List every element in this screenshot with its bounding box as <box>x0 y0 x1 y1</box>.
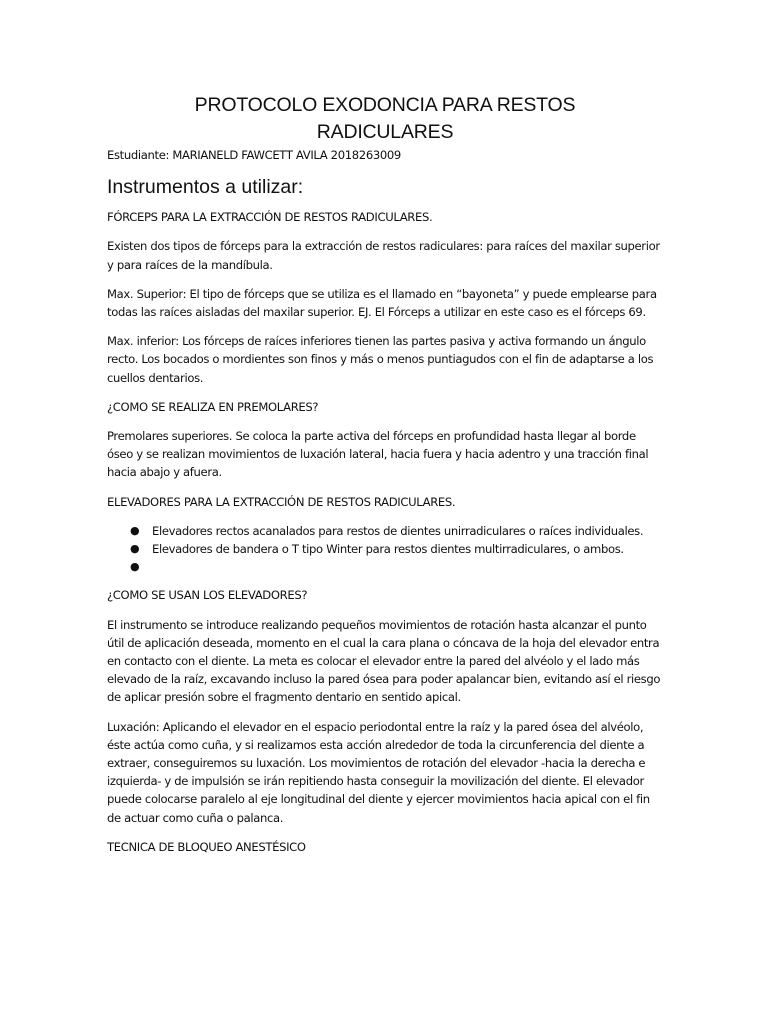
tecnica-heading: TECNICA DE BLOQUEO ANESTÉSICO <box>107 839 306 854</box>
bullet-icon: ● <box>130 523 140 537</box>
max-superior-paragraph: Max. Superior: El tipo de fórceps que se utiliza es el llamado en “bayoneta” y puede emplearse para todas las raíces aisladas del maxilar superior. EJ. El Fórceps a utilizar en este caso es el fórceps 69. <box>107 286 657 320</box>
document-title <box>107 92 663 146</box>
usan-paragraph: El instrumento se introduce realizando pequeños movimientos de rotación hasta alcanzar el punto útil de aplicación deseada, momento en el cual la cara plana o cóncava de la hoja del elevador entra en contacto con el diente. La meta es colocar el elevador entre la pared del alvéolo y el lado más elevado de la raíz, excavando incluso la pared ósea para poder apalancar bien, evitando así el riesgo de aplicar presión sobre el fragmento dentario en sentido apical. <box>107 617 661 705</box>
bullet-icon: ● <box>130 542 140 556</box>
section-heading-instruments: Instrumentos a utilizar: <box>107 176 304 199</box>
forceps-heading: FÓRCEPS PARA LA EXTRACCIÓN DE RESTOS RADICULARES. <box>107 210 433 225</box>
list-item <box>107 540 663 558</box>
luxacion-paragraph: Luxación: Aplicando el elevador en el espacio periodontal entre la raíz y la pared ósea del alvéolo, éste actúa como cuña, y si realizamos esta acción alrededor de toda la circunferencia del diente a extraer, conseguiremos su luxación. Los movimientos de rotación del elevador -hacia la derecha e izquierda- y de impulsión se irán repitiendo hasta conseguir la movilización del diente. El elevador puede colocarse paralelo al eje longitudinal del diente y ejercer movimientos hacia apical con el fin de actuar como cuña o palanca. <box>107 719 650 825</box>
title-line-2: RADICULARES <box>316 121 454 143</box>
student-line: Estudiante: MARIANELD FAWCETT AVILA 2018263009 <box>107 148 401 162</box>
usan-heading: ¿COMO SE USAN LOS ELEVADORES? <box>107 588 308 603</box>
title-line-1: PROTOCOLO EXODONCIA PARA RESTOS <box>194 94 576 116</box>
forceps-intro-paragraph: Existen dos tipos de fórceps para la extracción de restos radiculares: para raíces del maxilar superior y para raíces de la mandíbula. <box>107 239 660 272</box>
premolares-heading: ¿COMO SE REALIZA EN PREMOLARES? <box>107 399 319 414</box>
document-page <box>107 92 663 867</box>
elevadores-heading: ELEVADORES PARA LA EXTRACCIÓN DE RESTOS RADICULARES. <box>107 494 456 509</box>
list-item-text: Elevadores de bandera o T tipo Winter para restos dientes multirradiculares, o ambos. <box>152 542 624 557</box>
elevadores-list <box>107 522 663 577</box>
list-item-text: Elevadores rectos acanalados para restos de dientes unirradiculares o raíces individuales. <box>152 523 644 538</box>
list-item <box>107 522 663 540</box>
premolares-paragraph: Premolares superiores. Se coloca la parte activa del fórceps en profundidad hasta llegar al borde óseo y se realizan movimientos de luxación lateral, hacia fuera y hacia adentro y una tracción final hacia abajo y afuera. <box>107 429 649 480</box>
max-inferior-paragraph: Max. inferior: Los fórceps de raíces inferiores tienen las partes pasiva y activa formando un ángulo recto. Los bocados o mordientes son finos y más o menos puntiagudos con el fin de adaptarse a los cuellos dentarios. <box>107 334 654 385</box>
bullet-icon: ● <box>130 560 140 574</box>
list-item <box>107 558 663 576</box>
